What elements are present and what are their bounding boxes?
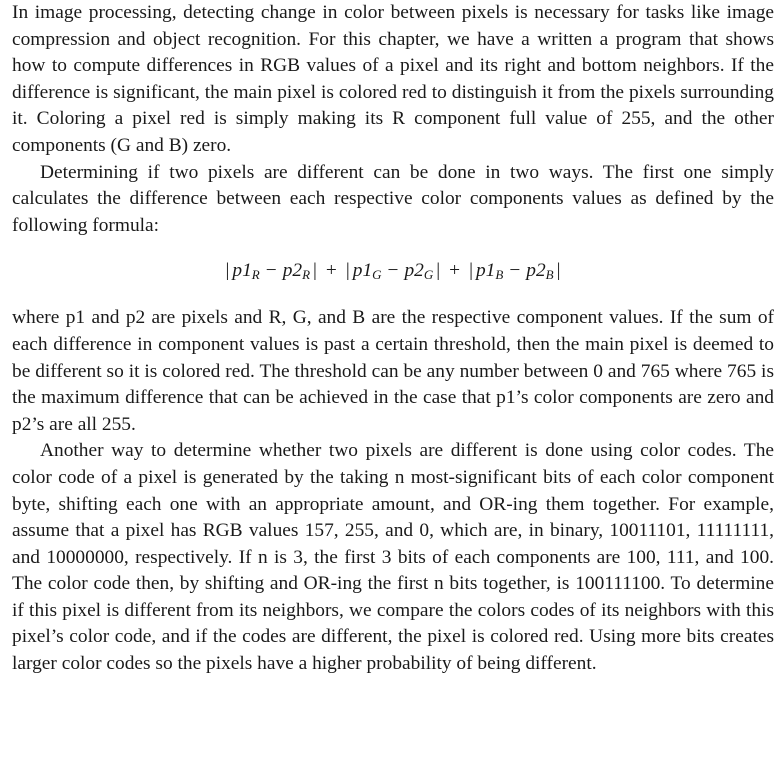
paragraph-intro: In image processing, detecting change in color between pixels is necessary for tasks like image compression and object recognition. For this chapter, we have a written a program that shows how to compute differences in RGB values of a pixel and its right and bottom neighbors. If the difference is significant, the main pixel is colored red to distinguish it from the pixels surrounding it. Coloring a pixel red is simply making its R component full value of 255, and the other components (G and B) zero. xyxy=(12,2,774,156)
formula-subscript: G xyxy=(423,267,434,283)
formula-term: p2 xyxy=(282,260,303,282)
formula-subscript: R xyxy=(302,267,311,283)
document-page xyxy=(12,0,774,678)
formula-operator: − xyxy=(387,260,399,282)
paragraph-color-codes: Another way to determine whether two pixels are different is done using color codes. The color code of a pixel is generated by the taking n most-significant bits of each color component byte, shifting each one with an appropriate amount, and OR-ing them together. For example, assume that a pixel has RGB values 157, 255, and 0, which are, in binary, 10011101, 11111111, and 10000000, respectively. If n is 3, the first 3 bits of each components are 100, 111, and 100. The color code then, by shifting and OR-ing the first n bits together, is 100111100. To determine if this pixel is different from its neighbors, we compare the colors codes of its neighbors with this pixel’s color code, and if the codes are different, the pixel is colored red. Using more bits creates larger color codes so the pixels have a higher probability of being different. xyxy=(12,440,774,675)
abs-bar-open-3: | xyxy=(469,260,473,282)
formula-term: p2 xyxy=(526,260,546,282)
abs-bar-open-1: | xyxy=(225,260,230,282)
formula-operator: − xyxy=(509,260,521,282)
formula-subscript: B xyxy=(495,267,504,283)
abs-bar-open-2: | xyxy=(345,260,350,282)
difference-formula xyxy=(12,255,774,287)
formula-term: p2 xyxy=(404,260,424,282)
paragraph-difference-method: Determining if two pixels are different can be done in two ways. The first one simply calculates the difference between each respective color components values as defined by the following formula: xyxy=(12,161,774,236)
paragraph-threshold: where p1 and p2 are pixels and R, G, and B are the respective component values. If the sum of each difference in component values is past a certain threshold, then the main pixel is deemed to be different so it is colored red. The threshold can be any number between 0 and 765 where 765 is the maximum difference that can be achieved in the case that p1’s color components are zero and p2’s are all 255. xyxy=(12,307,774,435)
formula-operator: + xyxy=(449,260,461,282)
abs-bar-close-1: | xyxy=(313,260,317,282)
formula-subscript: G xyxy=(372,267,382,283)
formula-operator: − xyxy=(265,260,277,282)
formula-operator: + xyxy=(325,260,337,282)
formula-term: p1 xyxy=(232,260,252,282)
abs-bar-close-3: | xyxy=(556,260,561,282)
formula-subscript: B xyxy=(545,267,554,283)
formula-term: p1 xyxy=(475,260,496,282)
formula-subscript: R xyxy=(251,267,260,283)
abs-bar-close-2: | xyxy=(436,260,441,282)
formula-term: p1 xyxy=(352,260,373,282)
